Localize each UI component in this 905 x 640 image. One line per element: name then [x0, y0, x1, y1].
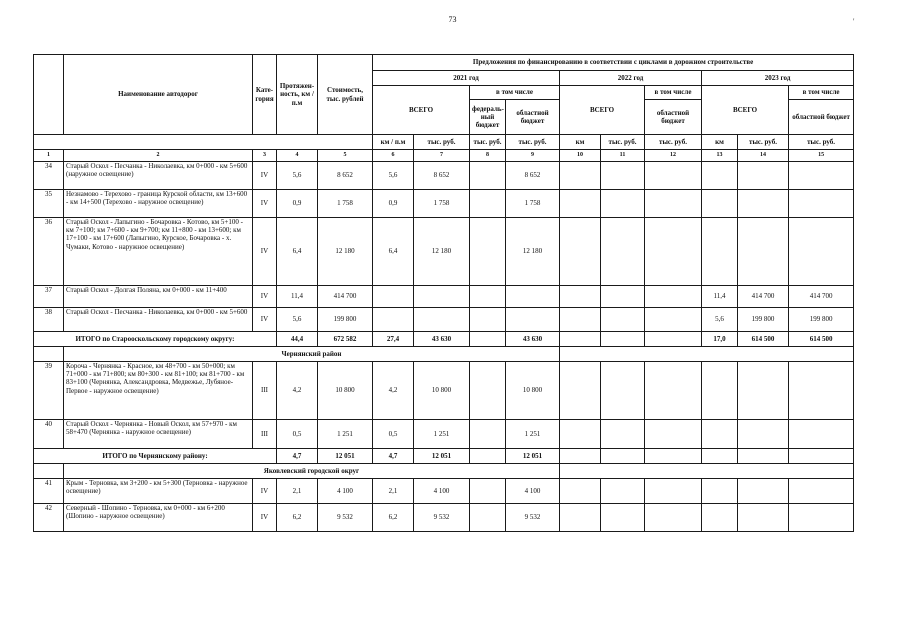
- table-row: [34, 362, 854, 420]
- cell-cat: IV: [253, 190, 277, 218]
- cell-c14: [738, 362, 789, 420]
- col-number: 15: [789, 150, 854, 162]
- cell-c9: [506, 286, 560, 308]
- cell-c7: [414, 308, 470, 332]
- row-number: 42: [34, 504, 64, 532]
- page-number: 73: [448, 15, 457, 24]
- total-c8: [470, 449, 506, 464]
- header-regional-2021: областной бюджет: [506, 100, 560, 135]
- col-number: 12: [645, 150, 702, 162]
- section-row: [34, 347, 854, 362]
- section-title: Яковлевский городской округ: [64, 464, 560, 479]
- header-length: Протяжен-ность, км / п.м: [277, 55, 318, 135]
- col-number: 10: [560, 150, 601, 162]
- cell-c7: 1 758: [414, 190, 470, 218]
- cell-c14: [738, 190, 789, 218]
- cell-cost: 1 251: [318, 420, 373, 449]
- total-c12: [645, 449, 702, 464]
- cell-c13: [702, 190, 738, 218]
- cell-c13: [702, 362, 738, 420]
- cell-c14: 414 700: [738, 286, 789, 308]
- total-label: ИТОГО по Чернянскому району:: [34, 449, 277, 464]
- cell-c12: [645, 190, 702, 218]
- cell-c8: [470, 362, 506, 420]
- cell-c7: 10 800: [414, 362, 470, 420]
- cell-c13: 5,6: [702, 308, 738, 332]
- total-row: [34, 449, 854, 464]
- scan-mark: ': [853, 17, 855, 26]
- section-title: Чернянский район: [64, 347, 560, 362]
- total-c9: 43 630: [506, 332, 560, 347]
- cell-c12: [645, 420, 702, 449]
- cell-cost: 12 180: [318, 218, 373, 286]
- section-blank: [34, 464, 64, 479]
- cell-cat: IV: [253, 308, 277, 332]
- total-c7: 43 630: [414, 332, 470, 347]
- cell-c7: 12 180: [414, 218, 470, 286]
- cell-c6: 4,2: [373, 362, 414, 420]
- total-c13: 17,0: [702, 332, 738, 347]
- cell-c12: [645, 286, 702, 308]
- unit-km-pm: км / п.м: [373, 135, 414, 150]
- cell-c8: [470, 286, 506, 308]
- cell-c10: [560, 308, 601, 332]
- cell-cost: 10 800: [318, 362, 373, 420]
- cell-cost: 8 652: [318, 162, 373, 190]
- cell-c6: [373, 308, 414, 332]
- cell-len: 4,2: [277, 362, 318, 420]
- cell-c9: 10 800: [506, 362, 560, 420]
- header-year-2023: 2023 год: [702, 71, 854, 86]
- cell-c14: [738, 162, 789, 190]
- header-cost: Стоимость, тыс. рублей: [318, 55, 373, 135]
- cell-c7: 4 100: [414, 479, 470, 504]
- header-total-2021: ВСЕГО: [373, 86, 470, 135]
- cell-c14: [738, 420, 789, 449]
- header-road-name: Наименование автодорог: [64, 55, 253, 135]
- cell-c9: 9 532: [506, 504, 560, 532]
- road-name: Крым - Терновка, км 3+200 - км 5+300 (Терновка - наружное освещение): [64, 479, 253, 504]
- total-c11: [601, 332, 645, 347]
- road-name: Северный - Шопино - Терновка, км 0+000 - км 6+200 (Шопино - наружное освещение): [64, 504, 253, 532]
- cell-c14: 199 800: [738, 308, 789, 332]
- unit-rub: тыс. руб.: [414, 135, 470, 150]
- cell-c15: [789, 218, 854, 286]
- cell-c10: [560, 190, 601, 218]
- cell-len: 5,6: [277, 162, 318, 190]
- cell-c12: [645, 218, 702, 286]
- cell-c12: [645, 362, 702, 420]
- cell-cost: 414 700: [318, 286, 373, 308]
- col-number: 1: [34, 150, 64, 162]
- row-number: 39: [34, 362, 64, 420]
- cell-c9: 8 652: [506, 162, 560, 190]
- cell-len: 6,2: [277, 504, 318, 532]
- cell-len: 5,6: [277, 308, 318, 332]
- col-number: 7: [414, 150, 470, 162]
- cell-c13: [702, 504, 738, 532]
- cell-c11: [601, 190, 645, 218]
- cell-cat: IV: [253, 162, 277, 190]
- unit-km: км: [702, 135, 738, 150]
- total-cost: 12 051: [318, 449, 373, 464]
- cell-len: 2,1: [277, 479, 318, 504]
- cell-c12: [645, 504, 702, 532]
- cell-c14: [738, 504, 789, 532]
- cell-c9: 4 100: [506, 479, 560, 504]
- row-number: 40: [34, 420, 64, 449]
- cell-c8: [470, 218, 506, 286]
- header-category: Кате-гория: [253, 55, 277, 135]
- cell-c10: [560, 218, 601, 286]
- road-name: Незнамово - Терехово - граница Курской области, км 13+600 - км 14+500 (Терехово - наружное освещение): [64, 190, 253, 218]
- cell-c12: [645, 308, 702, 332]
- road-name: Старый Оскол - Песчанка - Николаевка, км 0+000 - км 5+600: [64, 308, 253, 332]
- row-number: 34: [34, 162, 64, 190]
- cell-c6: [373, 286, 414, 308]
- cell-c15: [789, 190, 854, 218]
- road-name: Старый Оскол - Чернянка - Новый Оскол, км 57+970 - км 58+470 (Чернянка - наружное освещение): [64, 420, 253, 449]
- cell-len: 11,4: [277, 286, 318, 308]
- total-len: 44,4: [277, 332, 318, 347]
- cell-len: 0,5: [277, 420, 318, 449]
- section-blank: [560, 464, 854, 479]
- header-regional-2022: областной бюджет: [645, 100, 702, 135]
- cell-c15: [789, 504, 854, 532]
- section-blank: [560, 347, 854, 362]
- cell-c10: [560, 362, 601, 420]
- header-year-2021: 2021 год: [373, 71, 560, 86]
- table-row: [34, 286, 854, 308]
- unit-rub: тыс. руб.: [789, 135, 854, 150]
- header-regional-2023: областной бюджет: [789, 100, 854, 135]
- section-blank: [34, 347, 64, 362]
- cell-c15: [789, 362, 854, 420]
- cell-c13: [702, 162, 738, 190]
- row-number: 41: [34, 479, 64, 504]
- total-c15: 614 500: [789, 332, 854, 347]
- cell-c7: 1 251: [414, 420, 470, 449]
- cell-c10: [560, 420, 601, 449]
- cell-c13: [702, 420, 738, 449]
- cell-cat: III: [253, 420, 277, 449]
- cell-c6: 0,9: [373, 190, 414, 218]
- cell-cost: 4 100: [318, 479, 373, 504]
- cell-cost: 9 532: [318, 504, 373, 532]
- cell-c11: [601, 308, 645, 332]
- cell-c6: 2,1: [373, 479, 414, 504]
- col-number: 6: [373, 150, 414, 162]
- row-number: 38: [34, 308, 64, 332]
- cell-c11: [601, 362, 645, 420]
- header-including-2022: в том числе: [645, 86, 702, 100]
- cell-c8: [470, 479, 506, 504]
- unit-rub: тыс. руб.: [506, 135, 560, 150]
- cell-c10: [560, 286, 601, 308]
- road-name: Короча - Чернянка - Красное, км 48+700 - км 50+000; км 71+000 - км 71+800; км 80+300 - км 81+100; км 81+700 - км 83+100 (Чернянка, Александровка, Медвежье, Лубяное-Первое - наружное освещение): [64, 362, 253, 420]
- unit-rub: тыс. руб.: [470, 135, 506, 150]
- total-c6: 4,7: [373, 449, 414, 464]
- cell-len: 6,4: [277, 218, 318, 286]
- col-number: 2: [64, 150, 253, 162]
- cell-len: 0,9: [277, 190, 318, 218]
- cell-c13: [702, 479, 738, 504]
- cell-cat: IV: [253, 504, 277, 532]
- cell-c14: [738, 479, 789, 504]
- total-c8: [470, 332, 506, 347]
- cell-c6: 5,6: [373, 162, 414, 190]
- col-number: 11: [601, 150, 645, 162]
- cell-c15: [789, 479, 854, 504]
- table-row: [34, 190, 854, 218]
- cell-c15: [789, 420, 854, 449]
- header-units-blank: [34, 135, 373, 150]
- col-number: 3: [253, 150, 277, 162]
- table-row: [34, 308, 854, 332]
- cell-c8: [470, 162, 506, 190]
- cell-cat: IV: [253, 218, 277, 286]
- cell-c14: [738, 218, 789, 286]
- cell-c15: [789, 162, 854, 190]
- row-number: 35: [34, 190, 64, 218]
- cell-c8: [470, 308, 506, 332]
- cell-c11: [601, 162, 645, 190]
- header-year-2022: 2022 год: [560, 71, 702, 86]
- cell-cost: 199 800: [318, 308, 373, 332]
- header-proposals: Предложения по финансированию в соответствии с циклами в дорожном строительстве: [373, 55, 854, 71]
- total-c14: 614 500: [738, 332, 789, 347]
- total-c6: 27,4: [373, 332, 414, 347]
- cell-c15: 199 800: [789, 308, 854, 332]
- road-name: Старый Оскол - Песчанка - Николаевка, км 0+000 - км 5+600 (наружное освещение): [64, 162, 253, 190]
- row-number: 36: [34, 218, 64, 286]
- unit-km: км: [560, 135, 601, 150]
- total-c9: 12 051: [506, 449, 560, 464]
- unit-rub: тыс. руб.: [738, 135, 789, 150]
- cell-c7: 9 532: [414, 504, 470, 532]
- cell-c12: [645, 162, 702, 190]
- total-len: 4,7: [277, 449, 318, 464]
- col-number: 13: [702, 150, 738, 162]
- cell-cost: 1 758: [318, 190, 373, 218]
- table-row: [34, 218, 854, 286]
- road-name: Старый Оскол - Долгая Поляна, км 0+000 - км 11+400: [64, 286, 253, 308]
- table-row: [34, 479, 854, 504]
- cell-c6: 6,2: [373, 504, 414, 532]
- total-c15: [789, 449, 854, 464]
- column-number-row: [34, 150, 854, 162]
- cell-c10: [560, 162, 601, 190]
- total-c7: 12 051: [414, 449, 470, 464]
- cell-c11: [601, 420, 645, 449]
- col-number: 5: [318, 150, 373, 162]
- header-federal-2021: федераль-ный бюджет: [470, 100, 506, 135]
- total-c10: [560, 449, 601, 464]
- row-number: 37: [34, 286, 64, 308]
- cell-c15: 414 700: [789, 286, 854, 308]
- cell-c6: 6,4: [373, 218, 414, 286]
- cell-c12: [645, 479, 702, 504]
- col-number: 14: [738, 150, 789, 162]
- total-c12: [645, 332, 702, 347]
- cell-c9: 1 251: [506, 420, 560, 449]
- total-row: [34, 332, 854, 347]
- cell-c11: [601, 218, 645, 286]
- col-number: 9: [506, 150, 560, 162]
- unit-rub: тыс. руб.: [645, 135, 702, 150]
- cell-cat: IV: [253, 286, 277, 308]
- total-label: ИТОГО по Старооскольскому городскому округу:: [34, 332, 277, 347]
- header-including-2021: в том числе: [470, 86, 560, 100]
- cell-c9: [506, 308, 560, 332]
- cell-c10: [560, 504, 601, 532]
- cell-c9: 12 180: [506, 218, 560, 286]
- cell-c8: [470, 504, 506, 532]
- cell-c13: 11,4: [702, 286, 738, 308]
- cell-c11: [601, 479, 645, 504]
- total-c11: [601, 449, 645, 464]
- header-total-2023: ВСЕГО: [702, 86, 789, 135]
- header-total-2022: ВСЕГО: [560, 86, 645, 135]
- col-number: 4: [277, 150, 318, 162]
- table-row: [34, 504, 854, 532]
- header-no: [34, 55, 64, 135]
- road-name: Старый Оскол - Лапыгино - Бочаровка - Котово, км 5+100 - км 7+100; км 7+600 - км 9+700; км 11+800 - км 13+600; км 17+100 - км 17+600 (Лапыгино, Курское, Бочаровка - х. Чумаки, Котово - наружное освещение): [64, 218, 253, 286]
- cell-c7: [414, 286, 470, 308]
- total-c14: [738, 449, 789, 464]
- cell-c7: 8 652: [414, 162, 470, 190]
- header-including-2023: в том числе: [789, 86, 854, 100]
- col-number: 8: [470, 150, 506, 162]
- cell-c6: 0,5: [373, 420, 414, 449]
- unit-rub: тыс. руб.: [601, 135, 645, 150]
- cell-cat: IV: [253, 479, 277, 504]
- total-c10: [560, 332, 601, 347]
- total-c13: [702, 449, 738, 464]
- cell-cat: III: [253, 362, 277, 420]
- cell-c11: [601, 286, 645, 308]
- section-row: [34, 464, 854, 479]
- total-cost: 672 582: [318, 332, 373, 347]
- cell-c8: [470, 190, 506, 218]
- financing-table: [33, 54, 854, 532]
- cell-c10: [560, 479, 601, 504]
- table-row: [34, 162, 854, 190]
- table-row: [34, 420, 854, 449]
- cell-c8: [470, 420, 506, 449]
- cell-c13: [702, 218, 738, 286]
- cell-c9: 1 758: [506, 190, 560, 218]
- cell-c11: [601, 504, 645, 532]
